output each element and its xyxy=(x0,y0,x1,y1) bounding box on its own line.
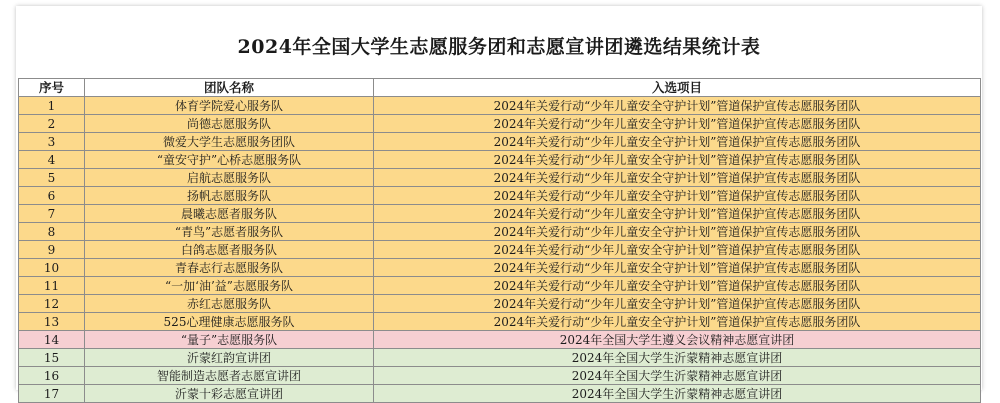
cell-selected-project: 2024年关爱行动“少年儿童安全守护计划”管道保护宣传志愿服务团队 xyxy=(374,205,981,223)
cell-team-name: 白鸽志愿者服务队 xyxy=(85,241,374,259)
table-row xyxy=(19,241,981,259)
cell-team-name: 微爱大学生志愿服务团队 xyxy=(85,133,374,151)
cell-selected-project: 2024年关爱行动“少年儿童安全守护计划”管道保护宣传志愿服务团队 xyxy=(374,313,981,331)
table-header-row xyxy=(19,79,981,97)
cell-serial-number: 16 xyxy=(19,367,85,385)
header-serial-number: 序号 xyxy=(19,79,85,97)
cell-selected-project: 2024年关爱行动“少年儿童安全守护计划”管道保护宣传志愿服务团队 xyxy=(374,151,981,169)
cell-selected-project: 2024年关爱行动“少年儿童安全守护计划”管道保护宣传志愿服务团队 xyxy=(374,97,981,115)
cell-selected-project: 2024年关爱行动“少年儿童安全守护计划”管道保护宣传志愿服务团队 xyxy=(374,277,981,295)
cell-serial-number: 9 xyxy=(19,241,85,259)
cell-serial-number: 8 xyxy=(19,223,85,241)
cell-team-name: 智能制造志愿者志愿宣讲团 xyxy=(85,367,374,385)
cell-selected-project: 2024年关爱行动“少年儿童安全守护计划”管道保护宣传志愿服务团队 xyxy=(374,259,981,277)
cell-selected-project: 2024年关爱行动“少年儿童安全守护计划”管道保护宣传志愿服务团队 xyxy=(374,295,981,313)
cell-serial-number: 14 xyxy=(19,331,85,349)
cell-selected-project: 2024年全国大学生沂蒙精神志愿宣讲团 xyxy=(374,349,981,367)
table-row xyxy=(19,385,981,403)
cell-serial-number: 15 xyxy=(19,349,85,367)
table-row xyxy=(19,349,981,367)
table-body xyxy=(19,97,981,403)
table-row xyxy=(19,205,981,223)
cell-team-name: 赤红志愿服务队 xyxy=(85,295,374,313)
table-row xyxy=(19,187,981,205)
cell-selected-project: 2024年全国大学生遵义会议精神志愿宣讲团 xyxy=(374,331,981,349)
table-row xyxy=(19,367,981,385)
cell-serial-number: 13 xyxy=(19,313,85,331)
cell-team-name: 青春志行志愿服务队 xyxy=(85,259,374,277)
cell-team-name: “一加‘油’益”志愿服务队 xyxy=(85,277,374,295)
cell-serial-number: 1 xyxy=(19,97,85,115)
cell-selected-project: 2024年关爱行动“少年儿童安全守护计划”管道保护宣传志愿服务团队 xyxy=(374,223,981,241)
cell-team-name: 体育学院爱心服务队 xyxy=(85,97,374,115)
cell-selected-project: 2024年关爱行动“少年儿童安全守护计划”管道保护宣传志愿服务团队 xyxy=(374,187,981,205)
header-team-name: 团队名称 xyxy=(85,79,374,97)
cell-serial-number: 2 xyxy=(19,115,85,133)
cell-team-name: 扬帆志愿服务队 xyxy=(85,187,374,205)
cell-selected-project: 2024年全国大学生沂蒙精神志愿宣讲团 xyxy=(374,385,981,403)
cell-serial-number: 4 xyxy=(19,151,85,169)
cell-team-name: “青鸟”志愿者服务队 xyxy=(85,223,374,241)
cell-team-name: 沂蒙十彩志愿宣讲团 xyxy=(85,385,374,403)
cell-selected-project: 2024年关爱行动“少年儿童安全守护计划”管道保护宣传志愿服务团队 xyxy=(374,133,981,151)
results-table xyxy=(18,78,981,403)
cell-serial-number: 3 xyxy=(19,133,85,151)
table-row xyxy=(19,133,981,151)
cell-serial-number: 17 xyxy=(19,385,85,403)
cell-team-name: 525心理健康志愿服务队 xyxy=(85,313,374,331)
cell-serial-number: 5 xyxy=(19,169,85,187)
document-title: 2024年全国大学生志愿服务团和志愿宣讲团遴选结果统计表 xyxy=(237,36,761,58)
table-row xyxy=(19,115,981,133)
cell-selected-project: 2024年全国大学生沂蒙精神志愿宣讲团 xyxy=(374,367,981,385)
cell-serial-number: 7 xyxy=(19,205,85,223)
cell-serial-number: 12 xyxy=(19,295,85,313)
cell-team-name: 晨曦志愿者服务队 xyxy=(85,205,374,223)
table-row xyxy=(19,97,981,115)
cell-selected-project: 2024年关爱行动“少年儿童安全守护计划”管道保护宣传志愿服务团队 xyxy=(374,169,981,187)
cell-selected-project: 2024年关爱行动“少年儿童安全守护计划”管道保护宣传志愿服务团队 xyxy=(374,115,981,133)
table-row xyxy=(19,313,981,331)
cell-team-name: 尚德志愿服务队 xyxy=(85,115,374,133)
table-row xyxy=(19,295,981,313)
cell-team-name: “童安守护”心桥志愿服务队 xyxy=(85,151,374,169)
table-row xyxy=(19,223,981,241)
table-row xyxy=(19,151,981,169)
cell-team-name: 启航志愿服务队 xyxy=(85,169,374,187)
table-row xyxy=(19,169,981,187)
table-row xyxy=(19,259,981,277)
cell-serial-number: 11 xyxy=(19,277,85,295)
cell-selected-project: 2024年关爱行动“少年儿童安全守护计划”管道保护宣传志愿服务团队 xyxy=(374,241,981,259)
cell-team-name: 沂蒙红韵宣讲团 xyxy=(85,349,374,367)
cell-team-name: “量子”志愿服务队 xyxy=(85,331,374,349)
cell-serial-number: 10 xyxy=(19,259,85,277)
document-sheet xyxy=(16,6,982,401)
table-row xyxy=(19,331,981,349)
header-selected-project: 入选项目 xyxy=(374,79,981,97)
table-row xyxy=(19,277,981,295)
cell-serial-number: 6 xyxy=(19,187,85,205)
